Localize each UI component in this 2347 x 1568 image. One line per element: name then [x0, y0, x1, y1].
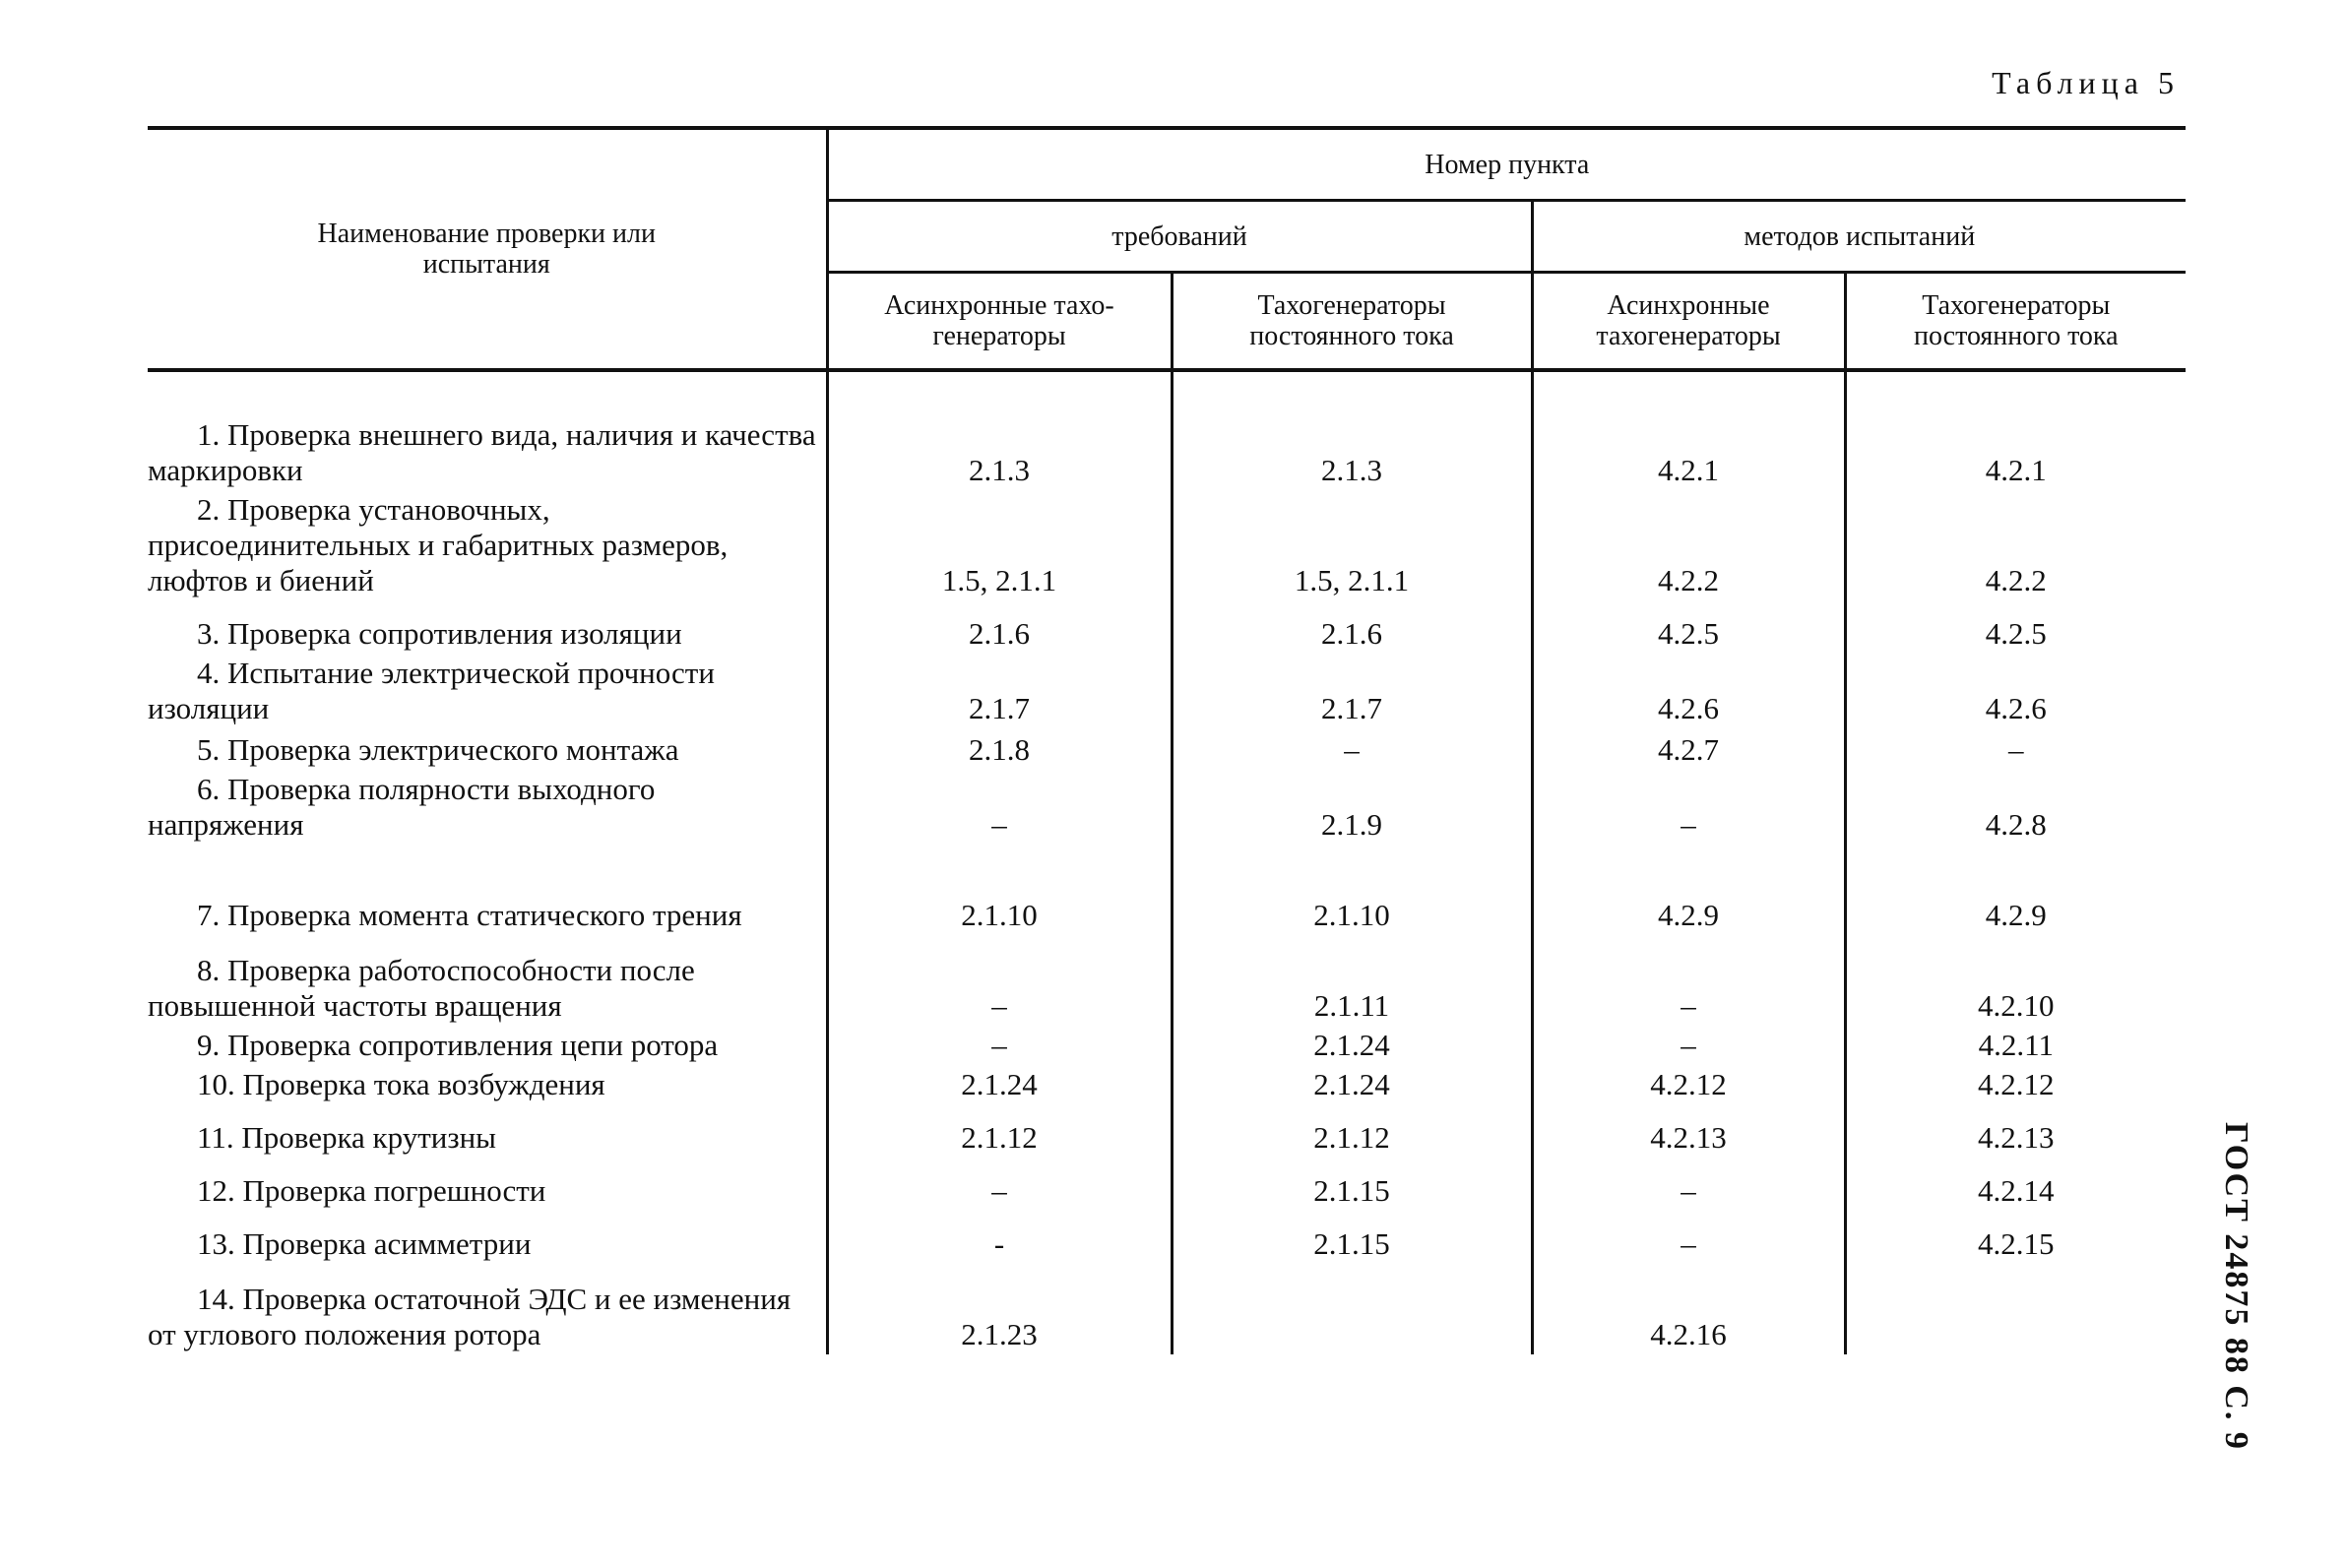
row-req-async: 2.1.8 [827, 728, 1172, 770]
table-row [148, 1158, 2186, 1211]
table-row [148, 415, 2186, 490]
row-req-dc: 2.1.9 [1172, 770, 1532, 845]
row-test-name-text: 1. Проверка внешнего вида, наличия и качества маркировки [148, 417, 816, 487]
row-met-dc: – [1845, 728, 2186, 770]
row-met-dc [1845, 1264, 2186, 1354]
row-test-name [148, 600, 827, 654]
row-met-dc: 4.2.13 [1845, 1104, 2186, 1158]
row-test-name [148, 728, 827, 770]
header-group-methods: методов испытаний [1532, 201, 2186, 273]
header-group-top: Номер пункта [827, 128, 2186, 201]
table-row [148, 935, 2186, 1026]
table-row [148, 770, 2186, 845]
row-met-async: 4.2.6 [1532, 654, 1845, 728]
table-row [148, 1026, 2186, 1065]
table-row [148, 1264, 2186, 1354]
row-met-async: – [1532, 935, 1845, 1026]
table-row [148, 845, 2186, 935]
row-req-dc [1172, 1264, 1532, 1354]
row-test-name [148, 1211, 827, 1264]
row-met-async: – [1532, 1158, 1845, 1211]
header-name-col: Наименование проверки или испытания [148, 128, 827, 370]
table-caption: Таблица 5 [1992, 65, 2180, 100]
row-req-async: – [827, 1026, 1172, 1065]
row-test-name-text: 4. Испытание электрической прочности изоляции [148, 656, 715, 725]
row-req-dc: 2.1.10 [1172, 845, 1532, 935]
header-sub-dc: Тахогенераторы постоянного тока [1172, 273, 1532, 371]
table-row [148, 728, 2186, 770]
row-req-async: 2.1.6 [827, 600, 1172, 654]
row-met-async: 4.2.9 [1532, 845, 1845, 935]
row-test-name-text: 7. Проверка момента статического трения [197, 898, 742, 932]
document-side-label: ГОСТ 24875 88 С. 9 [2218, 1122, 2254, 1451]
row-req-async: – [827, 770, 1172, 845]
row-req-async: 1.5, 2.1.1 [827, 490, 1172, 600]
row-met-dc: 4.2.15 [1845, 1211, 2186, 1264]
row-test-name-text: 13. Проверка асимметрии [197, 1226, 532, 1261]
table-row [148, 1104, 2186, 1158]
row-test-name-text: 8. Проверка работоспособности после повышенной частоты вращения [148, 953, 695, 1023]
row-req-async: 2.1.23 [827, 1264, 1172, 1354]
row-test-name [148, 490, 827, 600]
table-body [148, 370, 2186, 1354]
row-test-name [148, 1264, 827, 1354]
row-met-async: – [1532, 770, 1845, 845]
row-met-dc: 4.2.12 [1845, 1065, 2186, 1104]
row-met-async: 4.2.7 [1532, 728, 1845, 770]
row-test-name [148, 770, 827, 845]
row-met-dc: 4.2.8 [1845, 770, 2186, 845]
row-met-async: 4.2.1 [1532, 415, 1845, 490]
row-req-async: - [827, 1211, 1172, 1264]
row-met-async: 4.2.13 [1532, 1104, 1845, 1158]
row-test-name [148, 654, 827, 728]
row-met-dc: 4.2.9 [1845, 845, 2186, 935]
row-req-async: 2.1.7 [827, 654, 1172, 728]
row-met-dc: 4.2.2 [1845, 490, 2186, 600]
row-req-async: 2.1.3 [827, 415, 1172, 490]
row-test-name-text: 3. Проверка сопротивления изоляции [197, 616, 682, 651]
row-req-async: 2.1.24 [827, 1065, 1172, 1104]
row-test-name [148, 845, 827, 935]
row-met-async: 4.2.5 [1532, 600, 1845, 654]
row-req-async: 2.1.12 [827, 1104, 1172, 1158]
header-sub-async-methods: Асинхронные тахогенераторы [1532, 273, 1845, 371]
row-test-name-text: 9. Проверка сопротивления цепи ротора [197, 1028, 719, 1062]
row-req-dc: 2.1.15 [1172, 1211, 1532, 1264]
row-test-name-text: 14. Проверка остаточной ЭДС и ее изменения от углового положения ротора [148, 1282, 792, 1351]
row-req-dc: 2.1.6 [1172, 600, 1532, 654]
row-req-dc: 2.1.11 [1172, 935, 1532, 1026]
table-row [148, 1211, 2186, 1264]
row-req-dc: 2.1.7 [1172, 654, 1532, 728]
row-test-name-text: 6. Проверка полярности выходного напряжения [148, 772, 656, 842]
table-row [148, 1065, 2186, 1104]
row-met-async: 4.2.16 [1532, 1264, 1845, 1354]
row-req-async: – [827, 1158, 1172, 1211]
row-met-async: – [1532, 1211, 1845, 1264]
header-group-requirements: требований [827, 201, 1532, 273]
row-test-name-text: 2. Проверка установочных, присоединительных и габаритных размеров, люфтов и биений [148, 492, 729, 597]
table-row [148, 490, 2186, 600]
row-test-name [148, 415, 827, 490]
row-met-dc: 4.2.6 [1845, 654, 2186, 728]
inspection-table [148, 126, 2186, 1354]
row-req-dc: 1.5, 2.1.1 [1172, 490, 1532, 600]
row-met-dc: 4.2.1 [1845, 415, 2186, 490]
row-test-name [148, 1104, 827, 1158]
row-met-async: – [1532, 1026, 1845, 1065]
row-req-dc: 2.1.3 [1172, 415, 1532, 490]
row-req-dc: – [1172, 728, 1532, 770]
row-test-name-text: 5. Проверка электрического монтажа [197, 732, 679, 767]
row-test-name-text: 11. Проверка крутизны [197, 1120, 497, 1155]
row-test-name [148, 1065, 827, 1104]
table-row [148, 654, 2186, 728]
row-met-async: 4.2.12 [1532, 1065, 1845, 1104]
row-req-async: – [827, 935, 1172, 1026]
table-row [148, 600, 2186, 654]
row-req-dc: 2.1.24 [1172, 1065, 1532, 1104]
row-met-dc: 4.2.11 [1845, 1026, 2186, 1065]
header-sub-dc-methods: Тахогенераторы постоянного тока [1845, 273, 2186, 371]
row-met-async: 4.2.2 [1532, 490, 1845, 600]
row-test-name [148, 935, 827, 1026]
row-test-name-text: 10. Проверка тока возбуждения [197, 1067, 605, 1101]
row-met-dc: 4.2.10 [1845, 935, 2186, 1026]
row-req-dc: 2.1.12 [1172, 1104, 1532, 1158]
header-sub-async: Асинхронные тахо-генераторы [827, 273, 1172, 371]
row-req-dc: 2.1.15 [1172, 1158, 1532, 1211]
row-met-dc: 4.2.14 [1845, 1158, 2186, 1211]
row-req-dc: 2.1.24 [1172, 1026, 1532, 1065]
row-test-name-text: 12. Проверка погрешности [197, 1173, 546, 1208]
row-req-async: 2.1.10 [827, 845, 1172, 935]
row-test-name [148, 1158, 827, 1211]
row-test-name [148, 1026, 827, 1065]
row-met-dc: 4.2.5 [1845, 600, 2186, 654]
